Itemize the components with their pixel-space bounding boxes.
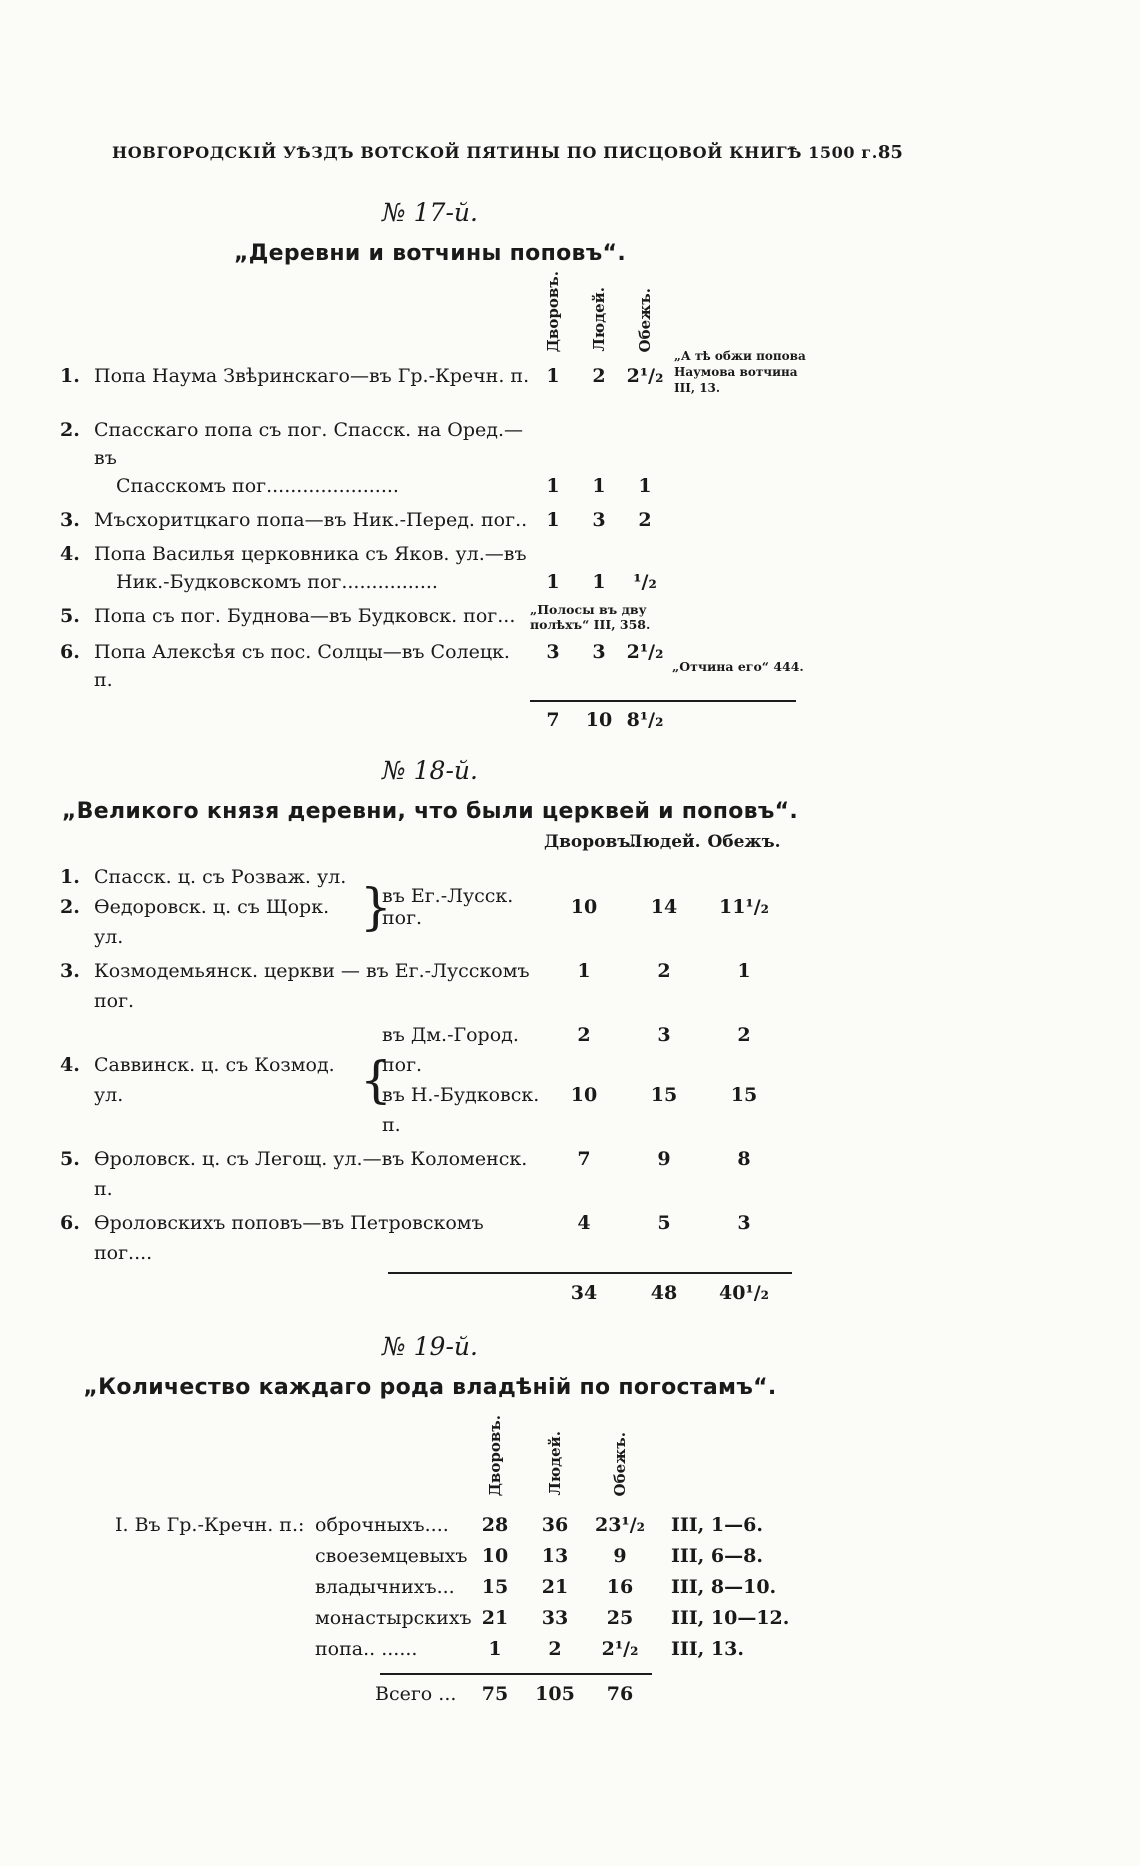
table-row	[60, 506, 840, 534]
value-obezh: ¹/₂	[633, 571, 657, 593]
row-text: Попа Наума Звѣринскаго—въ Гр.-Кречн. п.	[94, 365, 530, 387]
value-obezh: 2	[737, 1024, 751, 1046]
column-header-cell	[465, 1415, 525, 1496]
row-text: Ѳедоровск. ц. съ Щорк. ул.	[94, 896, 330, 948]
table-row	[60, 349, 840, 410]
value-obezh: 2¹/₂	[626, 641, 664, 663]
value-dvorov: 1	[546, 475, 560, 497]
row-label: монастырскихъ	[315, 1607, 472, 1629]
row-text	[94, 416, 530, 500]
row-text: Спасск. ц. съ Розваж. ул.	[94, 866, 347, 888]
row-number: 3.	[60, 509, 80, 531]
value-obezh: 11¹/₂	[718, 896, 770, 918]
value-lyudey: 1	[592, 475, 606, 497]
group-subrow	[382, 1080, 784, 1140]
value-lyudey: 21	[541, 1576, 569, 1598]
row-text: Мъсхоритцкаго попа—въ Ник.-Перед. пог..	[94, 509, 528, 531]
totals-row	[115, 1679, 840, 1710]
totals-rule	[380, 1673, 652, 1675]
total-lyudey: 48	[650, 1282, 678, 1304]
table-row-group	[60, 1020, 840, 1140]
col-header-dvorov: Дворовъ.	[486, 1414, 504, 1496]
margin-note: „А тѣ обжи попова Наумова вотчина III, 13.	[674, 349, 806, 395]
total-dvorov: 75	[481, 1683, 509, 1705]
total-dvorov: 34	[570, 1282, 598, 1304]
value-obezh: 3	[737, 1212, 751, 1234]
value-obezh: 2	[638, 509, 652, 531]
value-dvorov: 1	[577, 960, 591, 982]
value-lyudey: 3	[592, 509, 606, 531]
row-number: 6.	[60, 1212, 80, 1234]
row-text: Ѳроловск. ц. съ Легощ. ул.—въ Коломенск. п.	[94, 1148, 528, 1200]
table-row	[60, 1208, 840, 1268]
destination-text: въ Н.-Будковск. п.	[382, 1084, 540, 1136]
value-dvorov: 3	[546, 641, 560, 663]
section18-column-headers	[60, 832, 840, 852]
value-lyudey: 33	[541, 1607, 569, 1629]
total-lyudey: 105	[535, 1683, 575, 1705]
table-row	[115, 1572, 840, 1603]
row-text-line2: Ник.-Будковскомъ пог................	[116, 571, 438, 593]
total-label: Всего ...	[375, 1683, 457, 1705]
row-text: Ѳроловскихъ поповъ—въ Петровскомъ пог....	[94, 1212, 484, 1264]
value-obezh: 2¹/₂	[626, 365, 664, 387]
value-lyudey: 13	[541, 1545, 569, 1567]
row-number: 5.	[60, 1148, 80, 1170]
value-obezh: 2¹/₂	[601, 1638, 639, 1660]
row-text-line1: Попа Василья церковника съ Яков. ул.—въ	[94, 543, 527, 565]
col-header-obezh: Обежъ.	[707, 832, 781, 852]
row-text-line1: Спасскаго попа съ пог. Спасск. на Оред.—въ	[94, 419, 524, 469]
row-text: Саввинск. ц. съ Козмод. ул.	[94, 1054, 335, 1106]
group-left	[60, 862, 360, 952]
margin-note: „Отчина его“ 444.	[672, 658, 804, 674]
row-label: оброчныхъ....	[315, 1514, 449, 1536]
value-dvorov: 10	[481, 1545, 509, 1567]
row-text: Попа Алексѣя съ пос. Солцы—въ Солецк. п.	[94, 641, 510, 691]
value-dvorov: 10	[570, 1084, 598, 1106]
inline-note: „Полосы въ дву полѣхъ“ III, 358.	[530, 602, 651, 632]
spacer	[60, 1278, 544, 1308]
value-lyudey: 2	[592, 365, 606, 387]
folio-reference: III, 13.	[671, 1638, 744, 1660]
group-right	[382, 1020, 784, 1140]
table-row	[60, 956, 840, 1016]
total-obezh: 76	[606, 1683, 634, 1705]
table-row	[115, 1541, 840, 1572]
destination-text: въ Ег.-Лусск. пог.	[382, 885, 514, 929]
table-row	[60, 416, 840, 500]
left-brace: {	[360, 1051, 392, 1109]
value-lyudey: 14	[650, 896, 678, 918]
value-dvorov: 21	[481, 1607, 509, 1629]
col-header-lyudey: Людей.	[590, 287, 608, 352]
total-lyudey: 10	[585, 709, 613, 731]
table-row	[60, 602, 840, 632]
value-lyudey: 2	[548, 1638, 562, 1660]
value-dvorov: 4	[577, 1212, 591, 1234]
page-number: 85	[877, 142, 903, 163]
section19-column-headers	[115, 1410, 840, 1496]
value-obezh: 23¹/₂	[594, 1514, 646, 1536]
folio-reference: III, 8—10.	[671, 1576, 777, 1598]
row-text: Попа съ пог. Буднова—въ Будковск. пог...	[94, 605, 516, 627]
row-number: 2.	[60, 896, 80, 918]
running-header	[112, 142, 903, 163]
group-subrow	[382, 1020, 784, 1080]
folio-reference: III, 6—8.	[671, 1545, 763, 1567]
row-number: 1.	[60, 866, 80, 888]
value-lyudey: 3	[657, 1024, 671, 1046]
column-header-cell	[530, 271, 576, 352]
totals-rule	[388, 1272, 792, 1274]
section19-title: „Количество каждаго рода владѣній по погостамъ“.	[83, 1375, 777, 1400]
table-row	[115, 1603, 840, 1634]
column-header-cell	[525, 1431, 585, 1496]
total-dvorov: 7	[546, 709, 560, 731]
value-obezh: 1	[737, 960, 751, 982]
folio-reference: III, 10—12.	[671, 1607, 790, 1629]
total-obezh: 40¹/₂	[718, 1282, 770, 1304]
column-header-cell	[622, 288, 668, 353]
col-header-lyudey: Людей.	[546, 1431, 564, 1496]
value-lyudey: 3	[592, 641, 606, 663]
value-lyudey: 9	[657, 1148, 671, 1170]
column-header-cell	[576, 287, 622, 352]
row-text	[94, 540, 530, 596]
row-number: 4.	[60, 543, 80, 565]
row-lead: I. Въ Гр.-Кречн. п.:	[115, 1514, 305, 1536]
value-dvorov: 1	[488, 1638, 502, 1660]
value-lyudey: 36	[541, 1514, 569, 1536]
value-dvorov: 10	[570, 896, 598, 918]
section18-number: № 18-й.	[382, 756, 478, 785]
group-line	[60, 892, 360, 952]
running-header-text: НОВГОРОДСКІЙ УѢЗДЪ ВОТСКОЙ ПЯТИНЫ ПО ПИСЦОВОЙ КНИГѢ 1500 г.	[112, 143, 878, 162]
row-label: своеземцевыхъ	[315, 1545, 468, 1567]
spacer	[60, 706, 530, 734]
section17-column-headers	[60, 270, 840, 352]
value-obezh: 8	[737, 1148, 751, 1170]
section18-title: „Великого князя деревни, что были церквей и поповъ“.	[61, 799, 799, 824]
col-header-obezh: Обежъ.	[636, 287, 654, 352]
section19-table	[115, 1410, 840, 1710]
table-row	[115, 1634, 840, 1665]
col-header-dvorov: Дворовъ.	[544, 270, 562, 352]
destination-text: въ Дм.-Город. пог.	[382, 1024, 519, 1076]
row-label: попа.. ......	[315, 1638, 418, 1660]
value-lyudey: 15	[650, 1084, 678, 1106]
folio-reference: III, 1—6.	[671, 1514, 763, 1536]
section17-title: „Деревни и вотчины поповъ“.	[234, 241, 626, 266]
row-number: 2.	[60, 419, 80, 441]
value-dvorov: 2	[577, 1024, 591, 1046]
col-header-dvorov: Дворовъ.	[544, 832, 637, 852]
value-obezh: 9	[613, 1545, 627, 1567]
row-number: 4.	[60, 1054, 80, 1076]
value-dvorov: 1	[546, 509, 560, 531]
value-dvorov: 7	[577, 1148, 591, 1170]
value-obezh: 15	[730, 1084, 758, 1106]
row-text-line2: Спасскомъ пог......................	[116, 475, 399, 497]
table-row	[60, 638, 840, 694]
table-row	[60, 1144, 840, 1204]
value-obezh: 16	[606, 1576, 634, 1598]
column-header-cell	[585, 1432, 655, 1497]
col-header-lyudey: Людей.	[627, 832, 701, 852]
row-number: 1.	[60, 365, 80, 387]
group-line	[60, 862, 360, 892]
right-brace: }	[360, 878, 392, 936]
value-lyudey: 1	[592, 571, 606, 593]
totals-row	[60, 1278, 840, 1308]
table-row	[60, 540, 840, 596]
section17-number: № 17-й.	[382, 198, 478, 227]
row-number: 6.	[60, 641, 80, 663]
value-lyudey: 2	[657, 960, 671, 982]
value-obezh: 1	[638, 475, 652, 497]
total-obezh: 8¹/₂	[626, 709, 664, 731]
spacer	[60, 832, 544, 852]
value-dvorov: 1	[546, 365, 560, 387]
value-lyudey: 5	[657, 1212, 671, 1234]
col-header-obezh: Обежъ.	[611, 1431, 629, 1496]
row-label: владычнихъ...	[315, 1576, 455, 1598]
page-content	[60, 198, 840, 1710]
value-dvorov: 15	[481, 1576, 509, 1598]
table-row	[115, 1510, 840, 1541]
value-dvorov: 28	[481, 1514, 509, 1536]
totals-rule	[530, 700, 796, 702]
value-dvorov: 1	[546, 571, 560, 593]
value-obezh: 25	[606, 1607, 634, 1629]
section19-number: № 19-й.	[382, 1332, 478, 1361]
table-row-group	[60, 862, 840, 952]
row-text: Козмодемьянск. церкви — въ Ег.-Лусскомъ пог.	[94, 960, 530, 1012]
totals-row	[60, 706, 840, 734]
row-number: 3.	[60, 960, 80, 982]
row-number: 5.	[60, 605, 80, 627]
group-left	[60, 1050, 360, 1110]
